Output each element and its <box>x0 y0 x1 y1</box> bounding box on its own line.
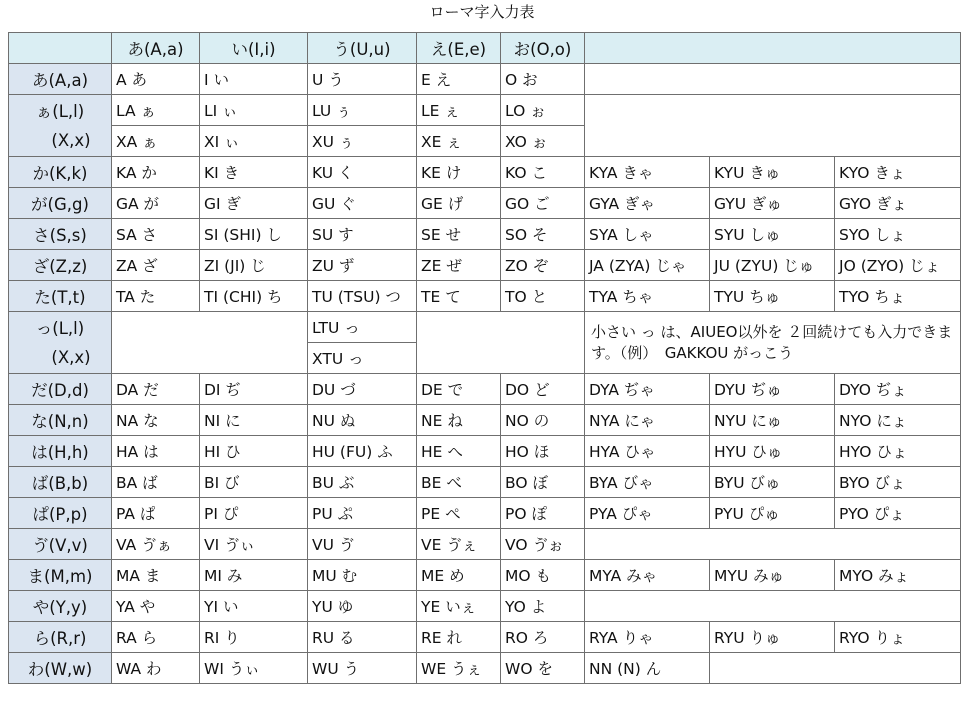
table-cell: PO ぽ <box>501 498 585 529</box>
empty-cell <box>585 95 961 157</box>
table-cell: LE ぇ <box>417 95 501 126</box>
table-cell: XA ぁ <box>112 126 200 157</box>
table-cell: HE へ <box>417 436 501 467</box>
empty-cell <box>585 64 961 95</box>
table-cell: LU ぅ <box>308 95 417 126</box>
table-cell: DE で <box>417 374 501 405</box>
table-row <box>9 157 961 188</box>
table-cell: TYU ちゅ <box>710 281 835 312</box>
row-header-y: や(Y,y) <box>9 591 112 622</box>
table-cell: PYU ぴゅ <box>710 498 835 529</box>
table-cell: MO も <box>501 560 585 591</box>
table-cell: SYU しゅ <box>710 219 835 250</box>
table-cell: SI (SHI) し <box>200 219 308 250</box>
table-cell: SU す <box>308 219 417 250</box>
table-cell: KI き <box>200 157 308 188</box>
table-cell: RYA りゃ <box>585 622 710 653</box>
table-cell: NE ね <box>417 405 501 436</box>
table-row <box>9 374 961 405</box>
table-cell: XTU っ <box>308 343 417 374</box>
table-cell: DU づ <box>308 374 417 405</box>
row-header-g: が(G,g) <box>9 188 112 219</box>
table-cell: BI び <box>200 467 308 498</box>
table-cell: NN (N) ん <box>585 653 710 684</box>
table-cell: HYU ひゅ <box>710 436 835 467</box>
table-cell: WE うぇ <box>417 653 501 684</box>
table-cell: MA ま <box>112 560 200 591</box>
table-cell: DYO ぢょ <box>835 374 961 405</box>
table-cell: YE いぇ <box>417 591 501 622</box>
empty-cell <box>710 653 961 684</box>
table-cell: VO ゔぉ <box>501 529 585 560</box>
page-title: ローマ字入力表 <box>429 3 535 21</box>
table-cell: ZU ず <box>308 250 417 281</box>
table-row <box>9 405 961 436</box>
table-cell: TYO ちょ <box>835 281 961 312</box>
row-header-ltu: っ(L,l) <box>9 312 112 343</box>
table-cell: JU (ZYU) じゅ <box>710 250 835 281</box>
table-cell: DYA ぢゃ <box>585 374 710 405</box>
row-header-la: ぁ(L,l) <box>9 95 112 126</box>
table-cell: JA (ZYA) じゃ <box>585 250 710 281</box>
column-header-a: あ(A,a) <box>112 33 200 64</box>
table-cell: WU う <box>308 653 417 684</box>
table-cell: WO を <box>501 653 585 684</box>
table-cell: PYA ぴゃ <box>585 498 710 529</box>
table-cell: A あ <box>112 64 200 95</box>
table-cell: XU ぅ <box>308 126 417 157</box>
table-row <box>9 250 961 281</box>
table-cell: RYU りゅ <box>710 622 835 653</box>
row-header-z: ざ(Z,z) <box>9 250 112 281</box>
table-cell: GO ご <box>501 188 585 219</box>
row-header-t: た(T,t) <box>9 281 112 312</box>
table-cell: YO よ <box>501 591 585 622</box>
table-cell: JO (ZYO) じょ <box>835 250 961 281</box>
table-cell: ZI (JI) じ <box>200 250 308 281</box>
row-header-n: な(N,n) <box>9 405 112 436</box>
table-cell: PYO ぴょ <box>835 498 961 529</box>
table-cell: HI ひ <box>200 436 308 467</box>
table-row <box>9 560 961 591</box>
table-cell: PI ぴ <box>200 498 308 529</box>
table-cell: VU ゔ <box>308 529 417 560</box>
column-header-e: え(E,e) <box>417 33 501 64</box>
table-cell: RA ら <box>112 622 200 653</box>
table-cell: KA か <box>112 157 200 188</box>
table-cell: RU る <box>308 622 417 653</box>
table-cell: TU (TSU) つ <box>308 281 417 312</box>
table-cell: XE ぇ <box>417 126 501 157</box>
row-header-xtu: (X,x) <box>9 343 112 374</box>
row-header-w: わ(W,w) <box>9 653 112 684</box>
table-cell: GU ぐ <box>308 188 417 219</box>
corner-cell <box>9 33 112 64</box>
table-cell: DI ぢ <box>200 374 308 405</box>
header-row <box>9 33 961 64</box>
table-cell: ZO ぞ <box>501 250 585 281</box>
table-cell: TYA ちゃ <box>585 281 710 312</box>
table-cell: GA が <box>112 188 200 219</box>
table-cell: YA や <box>112 591 200 622</box>
row-header-m: ま(M,m) <box>9 560 112 591</box>
table-row <box>9 622 961 653</box>
table-row <box>9 591 961 622</box>
table-cell: NYU にゅ <box>710 405 835 436</box>
table-cell: DA だ <box>112 374 200 405</box>
table-cell: TO と <box>501 281 585 312</box>
table-cell: RO ろ <box>501 622 585 653</box>
row-header-v: ゔ(V,v) <box>9 529 112 560</box>
table-cell: SA さ <box>112 219 200 250</box>
table-cell: MYO みょ <box>835 560 961 591</box>
table-cell: I い <box>200 64 308 95</box>
row-header-k: か(K,k) <box>9 157 112 188</box>
table-cell: ZE ぜ <box>417 250 501 281</box>
column-header-extra <box>585 33 961 64</box>
table-cell: GYO ぎょ <box>835 188 961 219</box>
table-cell: HO ほ <box>501 436 585 467</box>
table-cell: RI り <box>200 622 308 653</box>
table-cell: MYU みゅ <box>710 560 835 591</box>
table-cell: DYU ぢゅ <box>710 374 835 405</box>
table-cell: ZA ざ <box>112 250 200 281</box>
table-cell: BU ぶ <box>308 467 417 498</box>
table-cell: RE れ <box>417 622 501 653</box>
table-cell: TI (CHI) ち <box>200 281 308 312</box>
table-row <box>9 219 961 250</box>
row-header-a: あ(A,a) <box>9 64 112 95</box>
table-cell: BYU びゅ <box>710 467 835 498</box>
table-cell: VA ゔぁ <box>112 529 200 560</box>
table-cell: U う <box>308 64 417 95</box>
table-cell: BE べ <box>417 467 501 498</box>
table-cell: HA は <box>112 436 200 467</box>
table-row <box>9 436 961 467</box>
table-cell: WI うぃ <box>200 653 308 684</box>
table-cell: XI ぃ <box>200 126 308 157</box>
table-cell: SO そ <box>501 219 585 250</box>
row-header-b: ば(B,b) <box>9 467 112 498</box>
table-row <box>9 281 961 312</box>
row-header-s: さ(S,s) <box>9 219 112 250</box>
table-cell: HU (FU) ふ <box>308 436 417 467</box>
empty-cell <box>112 312 308 374</box>
table-cell: KYA きゃ <box>585 157 710 188</box>
table-cell: NYO にょ <box>835 405 961 436</box>
table-cell: BA ば <box>112 467 200 498</box>
table-cell: GYU ぎゅ <box>710 188 835 219</box>
table-row <box>9 467 961 498</box>
row-header-xa: (X,x) <box>9 126 112 157</box>
table-cell: BYO びょ <box>835 467 961 498</box>
table-cell: KYU きゅ <box>710 157 835 188</box>
table-cell: PE ぺ <box>417 498 501 529</box>
table-row <box>9 498 961 529</box>
table-row <box>9 188 961 219</box>
empty-cell <box>417 312 585 374</box>
table-row <box>9 653 961 684</box>
table-cell: BYA びゃ <box>585 467 710 498</box>
table-cell: SYO しょ <box>835 219 961 250</box>
table-cell: GI ぎ <box>200 188 308 219</box>
row-header-d: だ(D,d) <box>9 374 112 405</box>
table-cell: HYO ひょ <box>835 436 961 467</box>
table-cell: NO の <box>501 405 585 436</box>
table-cell: LA ぁ <box>112 95 200 126</box>
table-cell: MU む <box>308 560 417 591</box>
table-cell: NA な <box>112 405 200 436</box>
table-cell: O お <box>501 64 585 95</box>
row-header-h: は(H,h) <box>9 436 112 467</box>
table-cell: KO こ <box>501 157 585 188</box>
table-cell: PA ぱ <box>112 498 200 529</box>
empty-cell <box>585 529 961 560</box>
table-cell: VI ゔぃ <box>200 529 308 560</box>
table-cell: YI い <box>200 591 308 622</box>
table-cell: LI ぃ <box>200 95 308 126</box>
table-cell: RYO りょ <box>835 622 961 653</box>
romaji-table <box>8 32 961 684</box>
row-header-p: ぱ(P,p) <box>9 498 112 529</box>
table-cell: NU ぬ <box>308 405 417 436</box>
column-header-i: い(I,i) <box>200 33 308 64</box>
table-cell: TE て <box>417 281 501 312</box>
table-cell: HYA ひゃ <box>585 436 710 467</box>
table-cell: BO ぼ <box>501 467 585 498</box>
table-row <box>9 64 961 95</box>
table-cell: GYA ぎゃ <box>585 188 710 219</box>
table-cell: XO ぉ <box>501 126 585 157</box>
table-cell: TA た <box>112 281 200 312</box>
table-cell: LO ぉ <box>501 95 585 126</box>
column-header-u: う(U,u) <box>308 33 417 64</box>
table-cell: VE ゔぇ <box>417 529 501 560</box>
empty-cell <box>585 591 961 622</box>
table-cell: MYA みゃ <box>585 560 710 591</box>
table-row <box>9 312 961 343</box>
table-row <box>9 529 961 560</box>
table-cell: GE げ <box>417 188 501 219</box>
table-cell: YU ゆ <box>308 591 417 622</box>
row-header-r: ら(R,r) <box>9 622 112 653</box>
table-cell: KYO きょ <box>835 157 961 188</box>
small-tsu-note: 小さい っ は、AIUEO以外を ２回続けても入力できます。（例） GAKKOU がっこう <box>585 312 961 374</box>
table-cell: KU く <box>308 157 417 188</box>
table-cell: PU ぷ <box>308 498 417 529</box>
table-cell: NI に <box>200 405 308 436</box>
column-header-o: お(O,o) <box>501 33 585 64</box>
table-cell: SYA しゃ <box>585 219 710 250</box>
table-cell: WA わ <box>112 653 200 684</box>
table-cell: DO ど <box>501 374 585 405</box>
table-cell: E え <box>417 64 501 95</box>
table-row <box>9 95 961 126</box>
table-cell: SE せ <box>417 219 501 250</box>
table-cell: MI み <box>200 560 308 591</box>
table-cell: NYA にゃ <box>585 405 710 436</box>
table-cell: KE け <box>417 157 501 188</box>
table-cell: ME め <box>417 560 501 591</box>
table-cell: LTU っ <box>308 312 417 343</box>
